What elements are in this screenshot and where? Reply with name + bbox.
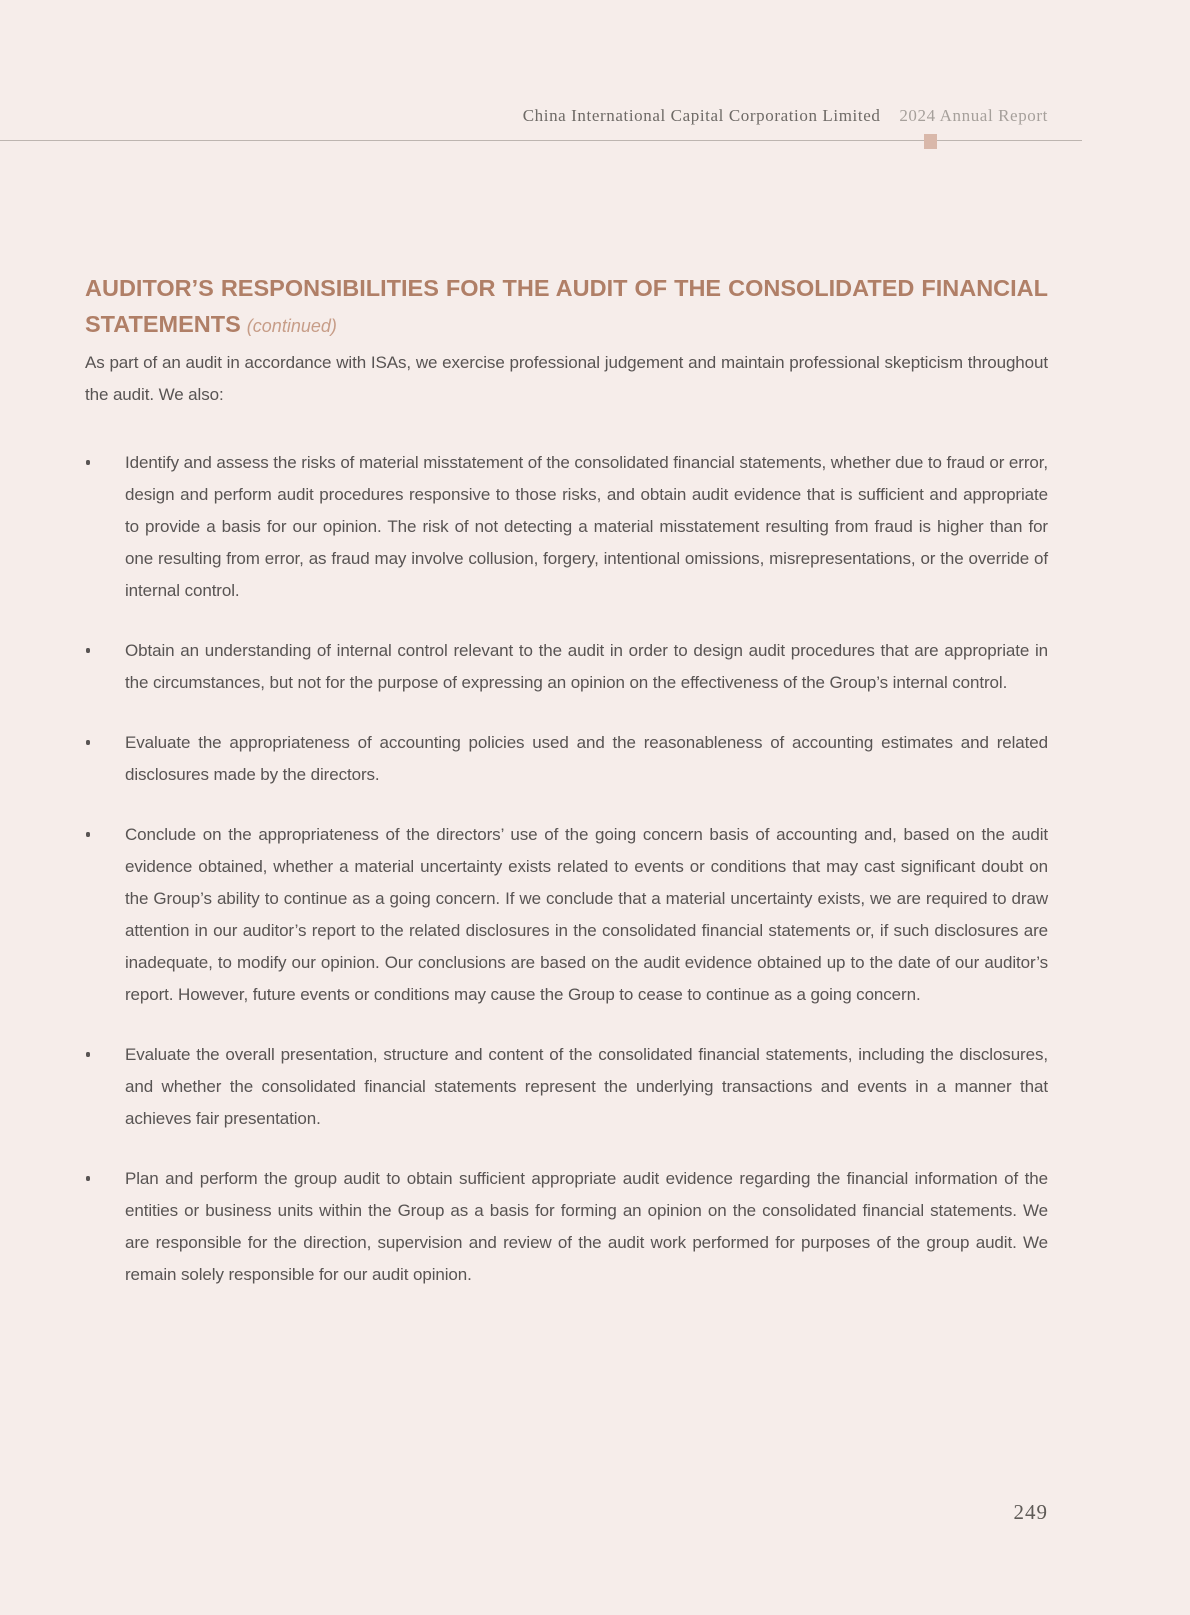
section-title-line1: AUDITOR’S RESPONSIBILITIES FOR THE AUDIT OF THE CONSOLIDATED FINANCIAL [85, 275, 1048, 301]
header-company-name: China International Capital Corporation Limited [522, 106, 881, 125]
list-item [85, 447, 1048, 607]
bullet-text: Identify and assess the risks of material misstatement of the consolidated financial statements, whether due to fraud or error, design and perform audit procedures responsive to those risks, and obtain audit evidence that is sufficient and appropriate to provide a basis for our opinion. The risk of not detecting a material misstatement resulting from fraud is higher than for one resulting from error, as fraud may involve collusion, forgery, intentional omissions, misrepresentations, or the override of internal control. [125, 453, 1048, 600]
list-item [85, 1163, 1048, 1291]
bullet-text: Plan and perform the group audit to obtain sufficient appropriate audit evidence regarding the financial information of the entities or business units within the Group as a basis for forming an opinion on the consolidated financial statements. We are responsible for the direction, supervision and review of the audit work performed for purposes of the group audit. We remain solely responsible for our audit opinion. [125, 1169, 1048, 1284]
section-title-line2 [85, 306, 1048, 344]
section-title-continued: (continued) [246, 316, 337, 336]
responsibilities-list [85, 447, 1048, 1291]
header-report-title: 2024 Annual Report [899, 106, 1048, 125]
list-item [85, 635, 1048, 699]
bullet-text: Conclude on the appropriateness of the directors’ use of the going concern basis of accounting and, based on the audit evidence obtained, whether a material uncertainty exists related to events or conditions that may cast significant doubt on the Group’s ability to continue as a going concern. If we conclude that a material uncertainty exists, we are required to draw attention in our auditor’s report to the related disclosures in the consolidated financial statements or, if such disclosures are inadequate, to modify our opinion. Our conclusions are based on the audit evidence obtained up to the date of our auditor’s report. However, future events or conditions may cause the Group to cease to continue as a going concern. [125, 825, 1048, 1004]
bullet-icon [86, 832, 90, 837]
list-item [85, 727, 1048, 791]
bullet-icon [86, 1176, 90, 1181]
bullet-text: Evaluate the appropriateness of accounting policies used and the reasonableness of accounting estimates and related disclosures made by the directors. [125, 733, 1048, 784]
bullet-text: Obtain an understanding of internal control relevant to the audit in order to design audit procedures that are appropriate in the circumstances, but not for the purpose of expressing an opinion on the effectiveness of the Group’s internal control. [125, 641, 1048, 692]
page-number: 249 [1013, 1500, 1048, 1524]
list-item [85, 1039, 1048, 1135]
header-square-marker [924, 134, 937, 149]
header-rule [0, 140, 1082, 141]
list-item [85, 819, 1048, 1011]
bullet-text: Evaluate the overall presentation, structure and content of the consolidated financial statements, including the disclosures, and whether the consolidated financial statements represent the underlying transactions and events in a manner that achieves fair presentation. [125, 1045, 1048, 1128]
section-title [85, 270, 1048, 344]
bullet-icon [86, 740, 90, 745]
bullet-icon [86, 1052, 90, 1057]
intro-paragraph: As part of an audit in accordance with ISAs, we exercise professional judgement and maintain professional skepticism throughout the audit. We also: [85, 353, 1048, 404]
running-header [523, 106, 1048, 126]
bullet-icon [86, 648, 90, 653]
page-content [85, 270, 1048, 1319]
section-title-statements: STATEMENTS [85, 311, 241, 337]
bullet-icon [86, 460, 90, 465]
